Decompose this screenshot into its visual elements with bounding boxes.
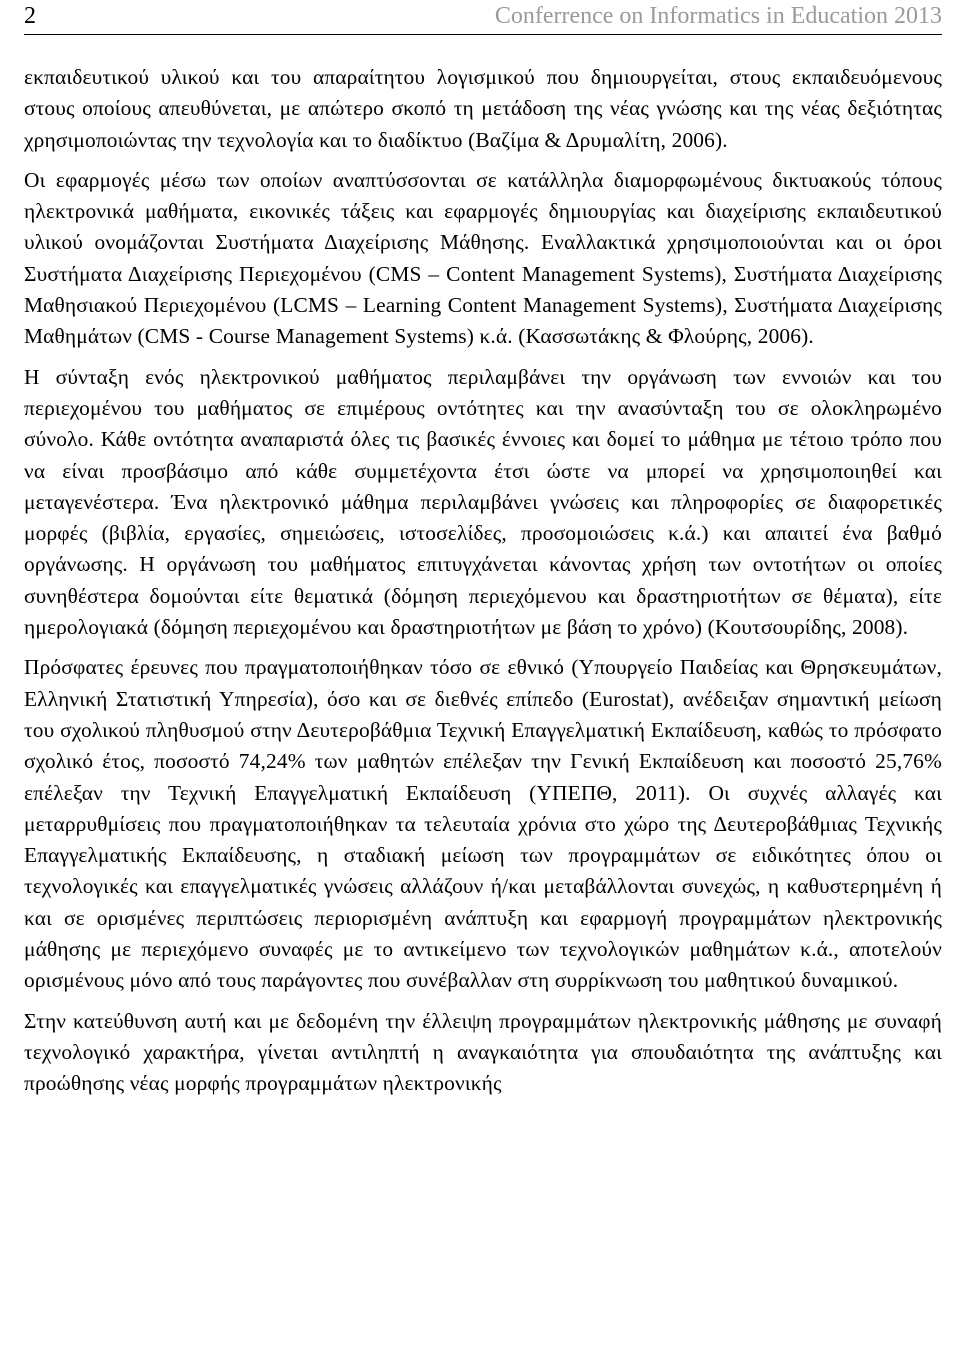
- running-title: Conferrence on Informatics in Education 2013: [494, 3, 942, 29]
- body-text: [24, 62, 942, 1100]
- page-number: 2: [24, 3, 36, 29]
- paragraph-1: εκπαιδευτικού υλικού και του απαραίτητου λογισμικού που δημιουργείται, στους εκπαιδευόμενους στους οποίους απευθύνεται, με απώτερο σκοπό τη μετάδοση της νέας γνώσης και της νέας δεξιότητας χρησιμοποιώντας την τεχνολογία και το διαδίκτυο (Βαζίμα & Δρυμαλίτη, 2006).: [24, 65, 942, 152]
- page-header: [24, 2, 942, 35]
- paragraph-2: Οι εφαρμογές μέσω των οποίων αναπτύσσονται σε κατάλληλα διαμορφωμένους δικτυακούς τόπους ηλεκτρονικά μαθήματα, εικονικές τάξεις και εφαρμογές δημιουργίας και διαχείρισης εκπαιδευτικού υλικού ονομάζονται Συστήματα Διαχείρισης Μάθησης. Εναλλακτικά χρησιμοποιούνται και οι όροι Συστήματα Διαχείρισης Περιεχομένου (CMS – Content Management Systems), Συστήματα Διαχείρισης Μαθησιακού Περιεχομένου (LCMS – Learning Content Management Systems), Συστήματα Διαχείρισης Μαθημάτων (CMS - Course Management Systems) κ.ά. (Κασσωτάκης & Φλούρης, 2006).: [24, 167, 942, 349]
- paragraph-5: Στην κατεύθυνση αυτή και με δεδομένη την έλλειψη προγραμμάτων ηλεκτρονικής μάθησης με συναφή τεχνολογικό χαρακτήρα, γίνεται αντιληπτή η αναγκαιότητα για σπουδαιότητα της ανάπτυξης και προώθησης νέας μορφής προγραμμάτων ηλεκτρονικής: [24, 1008, 942, 1096]
- paragraph-4: Πρόσφατες έρευνες που πραγματοποιήθηκαν τόσο σε εθνικό (Υπουργείο Παιδείας και Θρησκευμάτων, Ελληνική Στατιστική Υπηρεσία), όσο και σε διεθνές επίπεδο (Eurostat), ανέδειξαν σημαντική μείωση του σχολικού πληθυσμού στην Δευτεροβάθμια Τεχνική Επαγγελματική Εκπαίδευση, καθώς το πρόσφατο σχολικό έτος, ποσοστό 74,24% των μαθητών επέλεξαν την Γενική Εκπαίδευση και ποσοστό 25,76% επέλεξαν την Τεχνική Επαγγελματική Εκπαίδευση (ΥΠΕΠΘ, 2011). Οι συχνές αλλαγές και μεταρρυθμίσεις που πραγματοποιήθηκαν τα τελευταία χρόνια στο χώρο της Δευτεροβάθμιας Τεχνικής Επαγγελματικής Εκπαίδευσης, η σταδιακή μείωση των προγραμμάτων σε ειδικότητες όπου οι τεχνολογικές και επαγγελματικές γνώσεις αλλάζουν ή/και μεταβάλλονται συνεχώς, η καθυστερημένη ή και σε ορισμένες περιπτώσεις περιορισμένη ανάπτυξη και εφαρμογή προγραμμάτων ηλεκτρονικής μάθησης με περιεχόμενο συναφές με το αντικείμενο των τεχνολογικών μαθημάτων κ.ά., αποτελούν ορισμένους μόνο από τους παράγοντες που συνέβαλλαν στη συρρίκνωση του μαθητικού δυναμικού.: [24, 655, 942, 993]
- paragraph-3: Η σύνταξη ενός ηλεκτρονικού μαθήματος περιλαμβάνει την οργάνωση των εννοιών και του περιεχομένου του μαθήματος σε επιμέρους οντότητες και την ανασύνταξη του σε ολοκληρωμένο σύνολο. Κάθε οντότητα αναπαριστά όλες τις βασικές έννοιες και δομεί το μάθημα με τέτοιο τρόπο που να είναι προσβάσιμο από κάθε συμμετέχοντα έτσι ώστε να μπορεί να χρησιμοποιηθεί και μεταγενέστερα. Ένα ηλεκτρονικό μάθημα περιλαμβάνει γνώσεις και πληροφορίες σε διαφορετικές μορφές (βιβλία, εργασίες, σημειώσεις, ιστοσελίδες, προσομοιώσεις κ.ά.) και απαιτεί ένα βαθμό οργάνωσης. Η οργάνωση του μαθήματος επιτυγχάνεται κάνοντας χρήση των οντοτήτων οι οποίες συνηθέστερα δομούνται είτε θεματικά (δόμηση περιεχόμενου και δραστηριοτήτων σε θέματα), είτε ημερολογιακά (δόμηση περιεχομένου και δραστηριοτήτων με βάση το χρόνο) (Κουτσουρίδης, 2008).: [24, 364, 942, 640]
